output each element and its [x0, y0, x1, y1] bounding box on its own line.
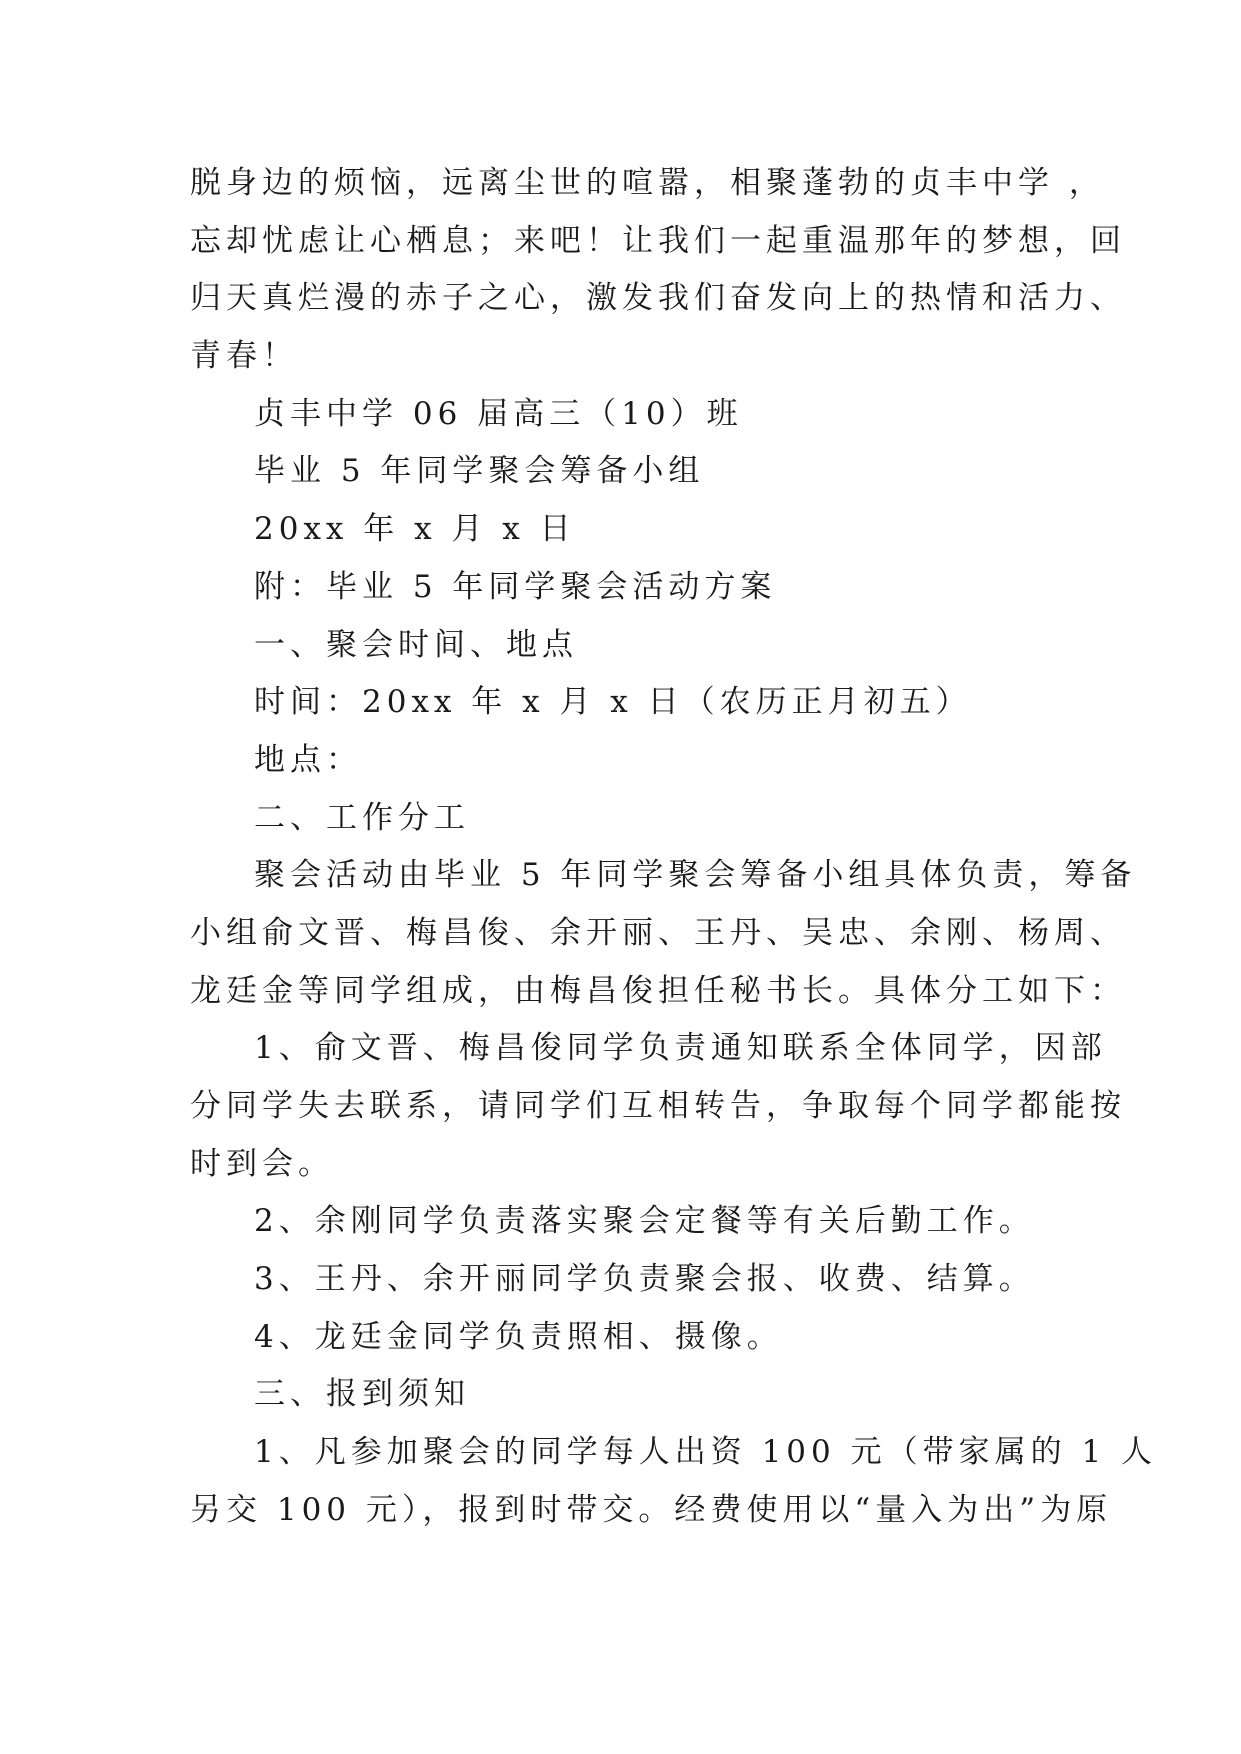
text-line: 地点： — [254, 741, 362, 778]
text-line: 一、聚会时间、地点 — [254, 626, 578, 663]
text-line: 二、工作分工 — [254, 799, 470, 836]
text-line: 毕业 5 年同学聚会筹备小组 — [254, 453, 705, 490]
text-line: 20xx 年 x 月 x 日 — [254, 511, 576, 548]
text-line: 忘却忧虑让心栖息；来吧！让我们一起重温那年的梦想，回 — [190, 222, 1126, 259]
text-line: 4、龙廷金同学负责照相、摄像。 — [254, 1318, 783, 1355]
text-line: 三、报到须知 — [254, 1376, 470, 1413]
text-line: 3、王丹、余开丽同学负责聚会报、收费、结算。 — [254, 1261, 1035, 1298]
text-line: 附：毕业 5 年同学聚会活动方案 — [254, 568, 777, 605]
text-line: 小组俞文晋、梅昌俊、余开丽、王丹、吴忠、余刚、杨周、 — [190, 914, 1126, 951]
document-body — [190, 155, 1158, 1540]
text-line: 时到会。 — [190, 1145, 334, 1182]
text-line: 贞丰中学 06 届高三（10）班 — [254, 395, 743, 432]
text-line: 1、凡参加聚会的同学每人出资 100 元（带家属的 1 人 — [254, 1434, 1158, 1471]
text-line: 1、俞文晋、梅昌俊同学负责通知联系全体同学，因部 — [254, 1030, 1107, 1067]
text-line: 青春！ — [190, 338, 298, 375]
text-line: 归天真烂漫的赤子之心，激发我们奋发向上的热情和活力、 — [190, 280, 1126, 317]
text-line: 龙廷金等同学组成，由梅昌俊担任秘书长。具体分工如下： — [190, 972, 1126, 1009]
text-line: 聚会活动由毕业 5 年同学聚会筹备小组具体负责，筹备 — [254, 857, 1137, 894]
text-line: 分同学失去联系，请同学们互相转告，争取每个同学都能按 — [190, 1088, 1126, 1124]
text-line: 另交 100 元），报到时带交。经费使用以“量入为出”为原 — [190, 1491, 1113, 1528]
text-line: 脱身边的烦恼，远离尘世的喧嚣，相聚蓬勃的贞丰中学 ， — [190, 165, 1105, 201]
text-line: 时间：20xx 年 x 月 x 日（农历正月初五） — [254, 684, 972, 721]
text-line: 2、余刚同学负责落实聚会定餐等有关后勤工作。 — [254, 1203, 1035, 1240]
